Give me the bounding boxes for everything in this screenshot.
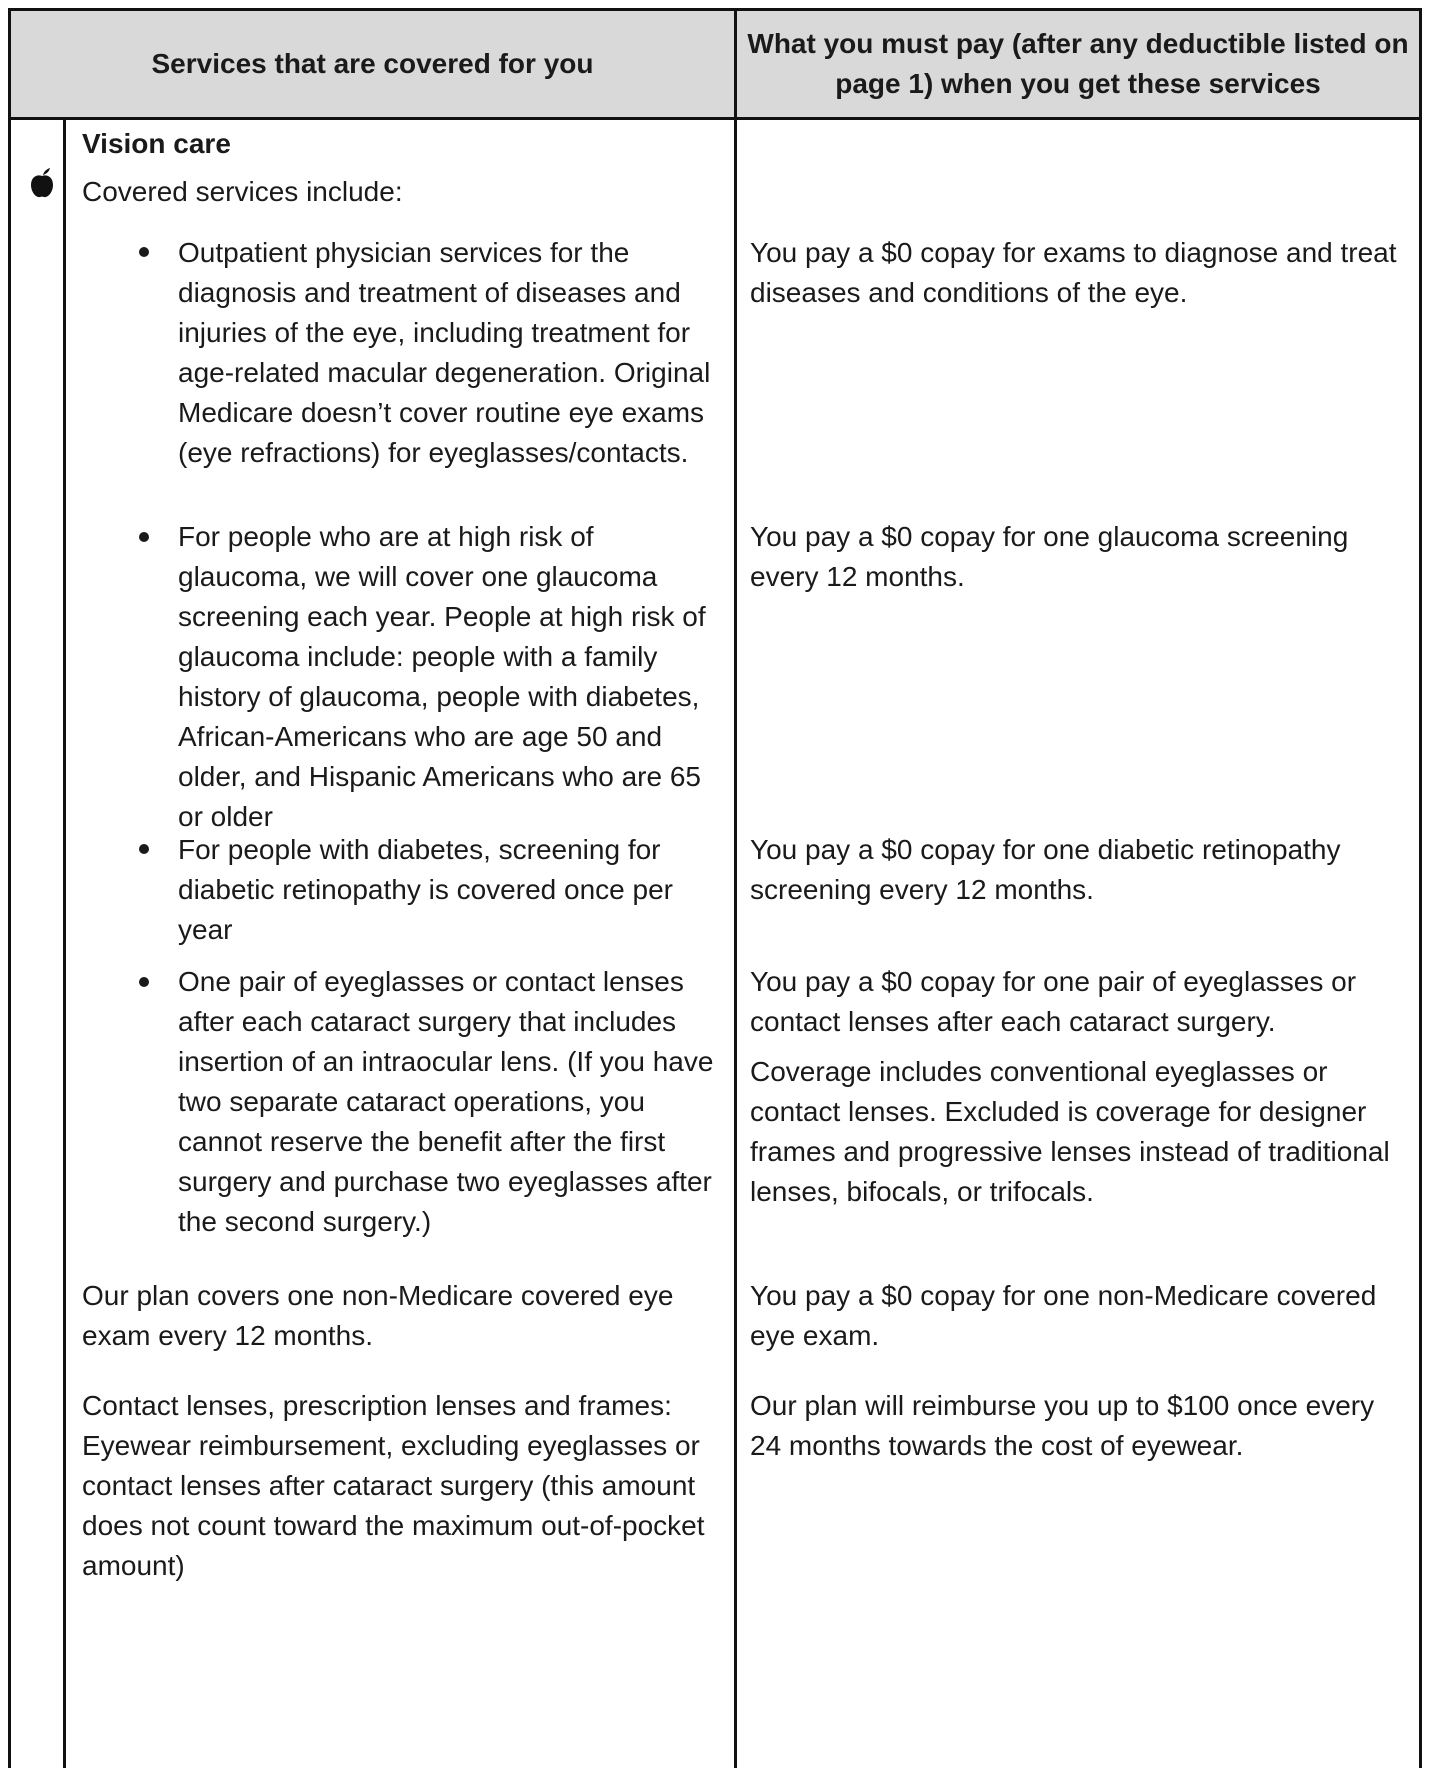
extra-routine-eye-exam: Our plan covers one non-Medicare covered eye exam every 12 months.: [82, 1280, 674, 1351]
header-services: [11, 11, 737, 117]
section-title: Vision care: [82, 128, 231, 159]
header-payment: [737, 11, 1419, 117]
bullet-item-glaucoma: For people who are at high risk of glaucoma, we will cover one glaucoma screening each year. People at high risk of glaucoma include: people with a family history of glaucoma, people with diabetes, African-Americans who are age 50 and older, and Hispanic Americans who are 65 or older: [178, 521, 706, 832]
pay-cataract-eyewear: You pay a $0 copay for one pair of eyeglasses or contact lenses after each cataract surgery.: [750, 966, 1357, 1037]
column-divider: [734, 120, 737, 1768]
benefits-table: [8, 8, 1422, 1768]
bullet-item-eye-disease: Outpatient physician services for the diagnosis and treatment of diseases and injuries of the eye, including treatment for age-related macular degeneration. Original Medicare doesn’t cover routine eye exams (eye refractions) for eyeglasses/contacts.: [178, 237, 711, 468]
pay-eyewear-reimbursement: Our plan will reimburse you up to $100 once every 24 months towards the cost of eyewear.: [750, 1390, 1375, 1461]
header-services-label: Services that are covered for you: [151, 48, 594, 79]
icon-column-divider: [63, 120, 66, 1768]
pay-routine-eye-exam: You pay a $0 copay for one non-Medicare covered eye exam.: [750, 1280, 1377, 1351]
pay-eye-disease: You pay a $0 copay for exams to diagnose and treat diseases and conditions of the eye.: [750, 237, 1397, 308]
bullet-marker: [139, 532, 149, 542]
apple-icon: [29, 168, 55, 198]
bullet-marker: [139, 247, 149, 257]
pay-diabetic-retinopathy: You pay a $0 copay for one diabetic retinopathy screening every 12 months.: [750, 834, 1341, 905]
section-intro: Covered services include:: [82, 176, 403, 207]
table-header: [11, 8, 1419, 120]
bullet-item-cataract-eyewear: One pair of eyeglasses or contact lenses after each cataract surgery that includes insertion of an intraocular lens. (If you have two separate cataract operations, you cannot reserve the benefit after the first surgery and purchase two eyeglasses after the second surgery.): [178, 966, 714, 1237]
pay-glaucoma: You pay a $0 copay for one glaucoma screening every 12 months.: [750, 521, 1349, 592]
header-payment-label: What you must pay (after any deductible listed on page 1) when you get these services: [747, 28, 1409, 99]
pay-cataract-eyewear-note: Coverage includes conventional eyeglasses or contact lenses. Excluded is coverage for designer frames and progressive lenses instead of traditional lenses, bifocals, or trifocals.: [750, 1056, 1390, 1207]
extra-eyewear-reimbursement: Contact lenses, prescription lenses and frames: Eyewear reimbursement, excluding eyeglasses or contact lenses after cataract surgery (this amount does not count toward the maximum out-of-pocket amount): [82, 1390, 705, 1581]
bullet-marker: [139, 977, 149, 987]
bullet-marker: [139, 844, 149, 854]
bullet-item-diabetic-retinopathy: For people with diabetes, screening for diabetic retinopathy is covered once per year: [178, 834, 673, 945]
